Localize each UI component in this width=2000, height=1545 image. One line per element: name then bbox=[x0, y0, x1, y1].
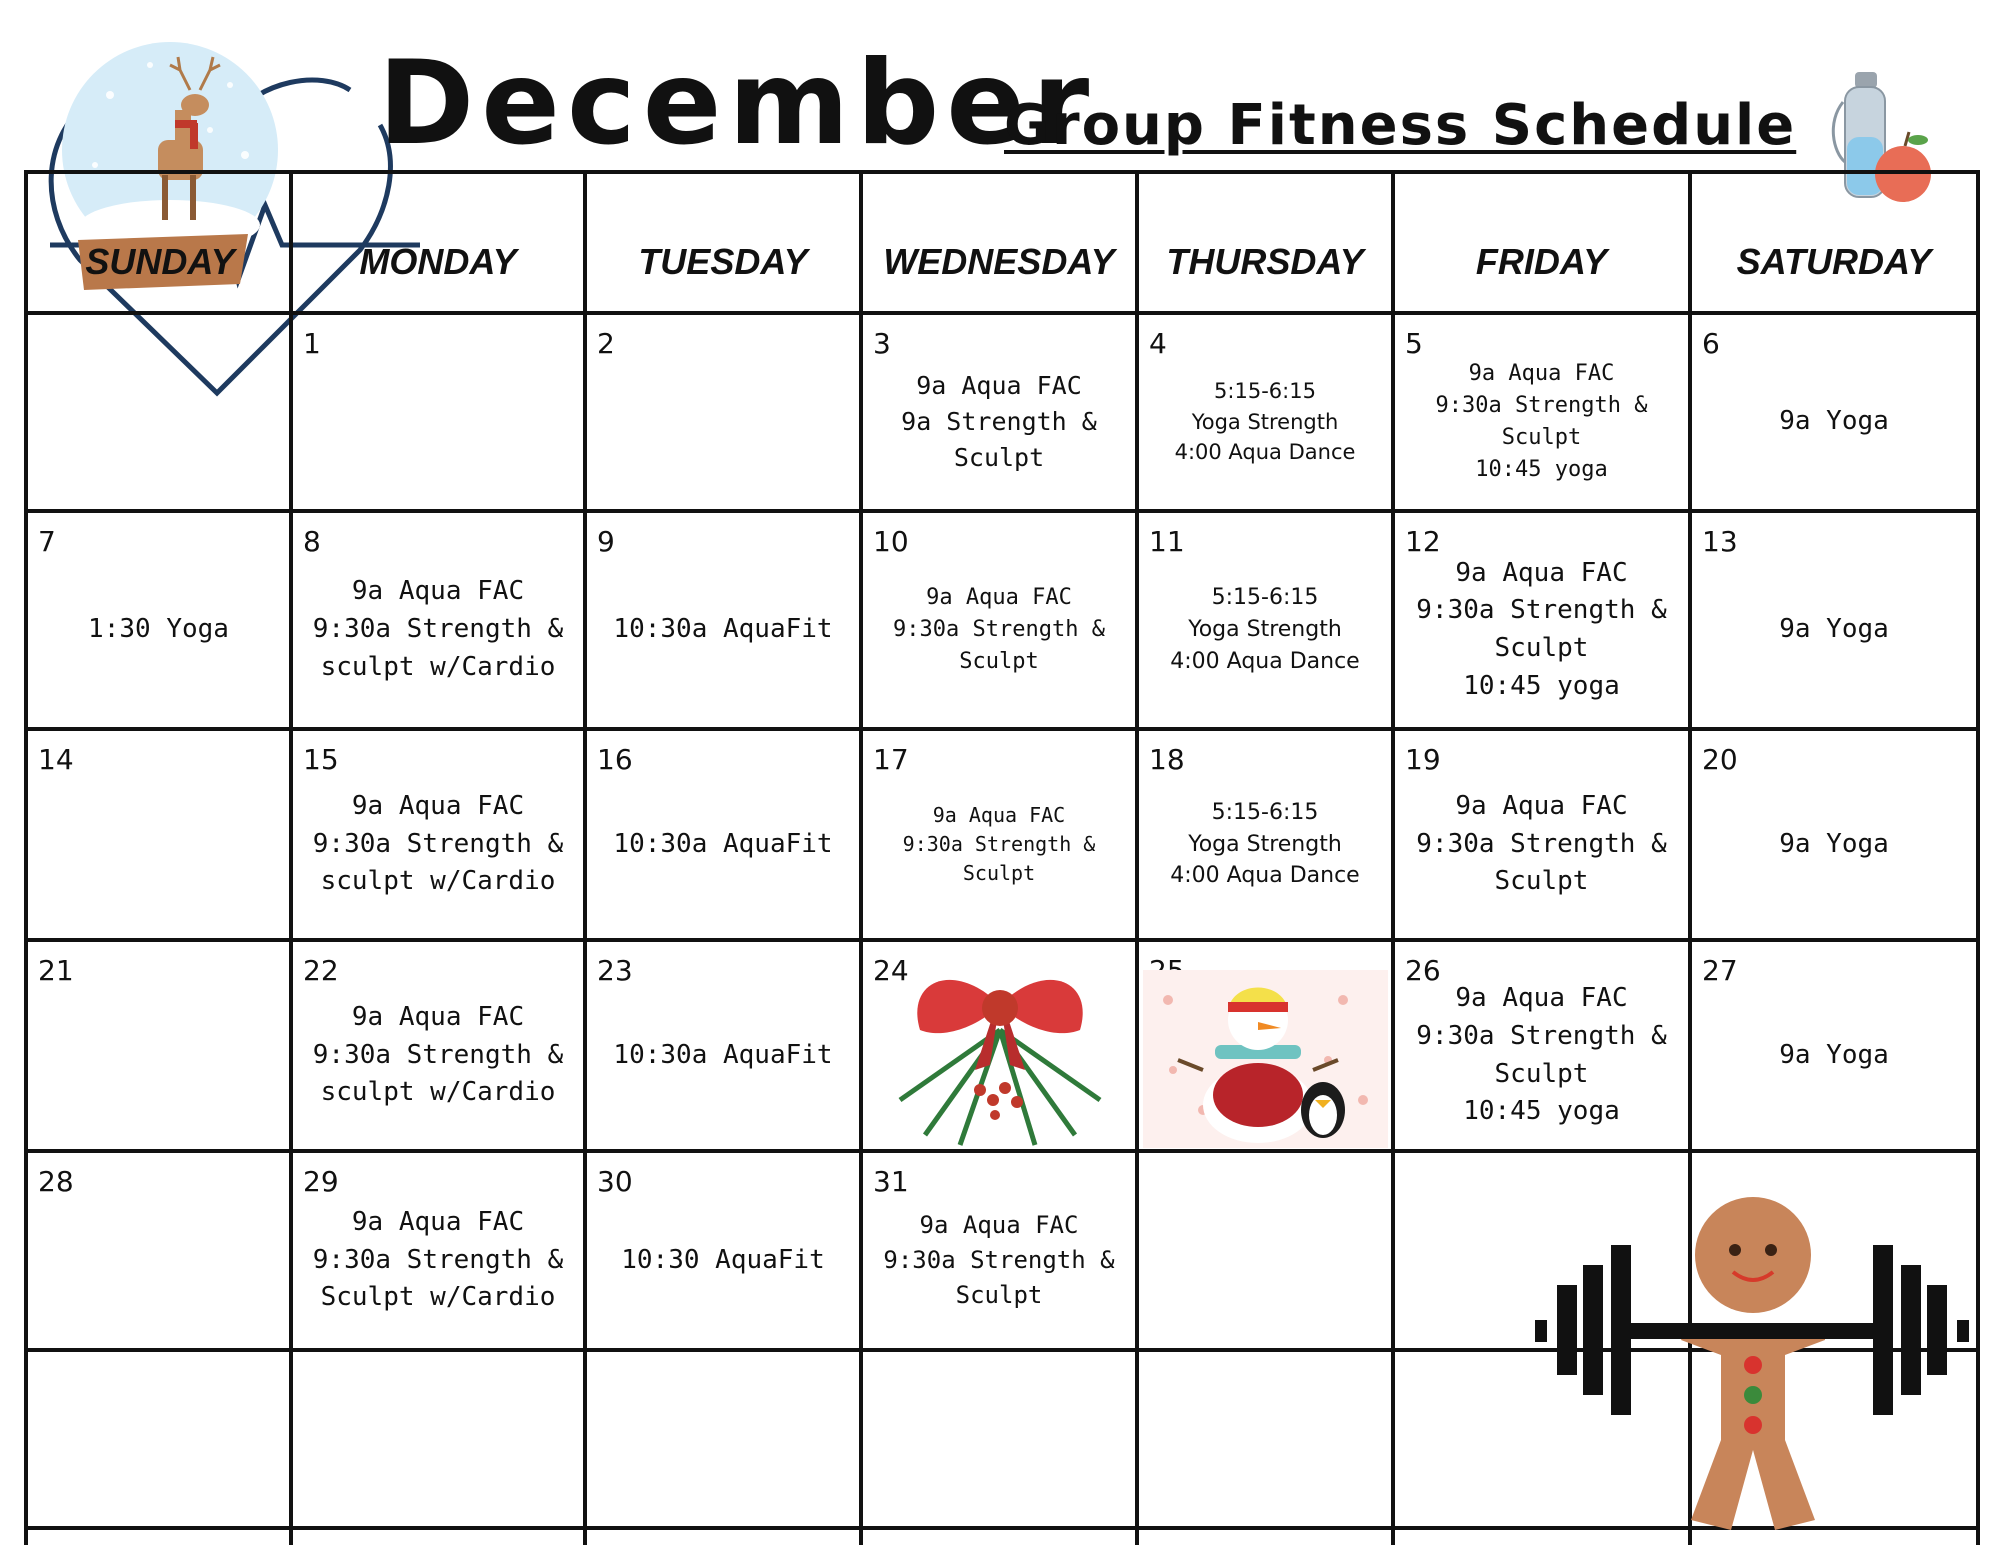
class-entry: 9:30a Strength & bbox=[1416, 1020, 1667, 1051]
weekday-tuesday: TUESDAY bbox=[638, 241, 808, 282]
day-cell bbox=[585, 511, 861, 729]
day-number: 7 bbox=[38, 525, 56, 558]
class-entry: 9a Aqua FAC bbox=[351, 1206, 525, 1237]
class-entry: Sculpt bbox=[1501, 425, 1582, 450]
christmas-bow-icon bbox=[885, 960, 1115, 1150]
day-cell bbox=[1690, 511, 1978, 729]
day-cell bbox=[1690, 940, 1978, 1151]
day-number: 13 bbox=[1702, 525, 1738, 558]
class-entry: Sculpt bbox=[962, 861, 1036, 885]
class-entry: 9:30a Strength & bbox=[312, 1039, 564, 1070]
class-entry: 9a Yoga bbox=[1779, 828, 1889, 859]
class-entry: Yoga Strength bbox=[1188, 831, 1342, 857]
class-entry: 9a Aqua FAC bbox=[351, 1001, 525, 1032]
class-entry: 9a Yoga bbox=[1779, 614, 1889, 645]
day-cell bbox=[291, 511, 585, 729]
class-entry: sculpt w/Cardio bbox=[320, 1077, 556, 1108]
day-cell bbox=[26, 511, 291, 729]
day-cell bbox=[861, 313, 1137, 511]
class-list bbox=[861, 759, 1137, 930]
class-list bbox=[861, 1181, 1137, 1340]
day-number: 6 bbox=[1702, 327, 1720, 360]
day-cell bbox=[585, 1151, 861, 1350]
month-title: December bbox=[378, 36, 1097, 171]
snowman-penguin-icon bbox=[1143, 960, 1388, 1150]
class-entry: 9:30a Strength & bbox=[312, 614, 564, 645]
class-entry: Sculpt bbox=[1494, 1058, 1589, 1089]
class-entry: 9a Aqua FAC bbox=[351, 576, 525, 607]
class-list bbox=[1690, 970, 1978, 1141]
class-entry: 10:45 yoga bbox=[1463, 670, 1620, 701]
class-entry: Sculpt bbox=[959, 648, 1039, 674]
class-entry: 10:30a AquaFit bbox=[613, 828, 833, 859]
weekday-wednesday: WEDNESDAY bbox=[883, 241, 1115, 282]
day-number: 16 bbox=[597, 743, 633, 776]
class-list bbox=[1137, 759, 1393, 930]
class-list bbox=[1393, 970, 1690, 1141]
schedule-subtitle: Group Fitness Schedule bbox=[1004, 93, 1797, 158]
class-entry: Sculpt bbox=[953, 443, 1045, 473]
class-entry: 9a Aqua FAC bbox=[916, 370, 1082, 400]
day-cell bbox=[861, 1151, 1137, 1350]
class-entry: 9:30a Strength & bbox=[1435, 393, 1648, 419]
class-entry: sculpt w/Cardio bbox=[320, 866, 556, 897]
day-number: 20 bbox=[1702, 743, 1738, 776]
day-cell bbox=[26, 1151, 291, 1350]
class-entry: 9a Aqua FAC bbox=[932, 803, 1066, 827]
class-entry: 9a Aqua FAC bbox=[1455, 983, 1628, 1014]
day-number: 29 bbox=[303, 1165, 339, 1198]
class-entry: 9a Aqua FAC bbox=[919, 1211, 1079, 1240]
class-entry: 10:45 yoga bbox=[1475, 456, 1608, 482]
day-cell bbox=[291, 940, 585, 1151]
day-cell bbox=[1393, 511, 1690, 729]
class-entry: Yoga Strength bbox=[1188, 617, 1342, 643]
class-list bbox=[1690, 541, 1978, 719]
day-cell bbox=[861, 729, 1137, 940]
class-entry: 9a Aqua FAC bbox=[1455, 790, 1628, 821]
class-entry: 4:00 Aqua Dance bbox=[1174, 440, 1356, 465]
day-number: 14 bbox=[38, 743, 74, 776]
day-cell bbox=[861, 511, 1137, 729]
class-entry: 9:30a Strength & bbox=[312, 828, 564, 859]
day-cell bbox=[585, 940, 861, 1151]
class-list bbox=[291, 541, 585, 719]
day-cell bbox=[26, 940, 291, 1151]
class-entry: 9:30a Strength & bbox=[1416, 828, 1667, 859]
day-cell bbox=[1393, 729, 1690, 940]
day-number: 21 bbox=[38, 954, 74, 987]
class-list bbox=[585, 759, 861, 930]
class-entry: 4:00 Aqua Dance bbox=[1170, 863, 1360, 889]
day-number: 2 bbox=[597, 327, 615, 360]
class-entry: 9a Strength & bbox=[901, 406, 1097, 436]
weekday-friday: FRIDAY bbox=[1475, 241, 1608, 282]
day-number: 1 bbox=[303, 327, 321, 360]
class-entry: 9:30a Strength & bbox=[883, 1246, 1115, 1275]
weekday-monday: MONDAY bbox=[359, 241, 517, 282]
class-entry: 10:30 AquaFit bbox=[621, 1244, 825, 1275]
class-entry: 5:15-6:15 bbox=[1214, 379, 1316, 404]
class-list bbox=[291, 970, 585, 1141]
day-cell bbox=[585, 313, 861, 511]
day-number: 30 bbox=[597, 1165, 633, 1198]
class-list bbox=[1393, 759, 1690, 930]
class-list bbox=[861, 541, 1137, 719]
class-entry: 9a Aqua FAC bbox=[926, 585, 1072, 611]
class-entry: 9:30a Strength & bbox=[893, 617, 1105, 643]
class-entry: Sculpt bbox=[1494, 866, 1589, 897]
class-list bbox=[1137, 541, 1393, 719]
class-entry: 1:30 Yoga bbox=[88, 614, 229, 645]
class-entry: 10:30a AquaFit bbox=[613, 614, 833, 645]
day-number: 22 bbox=[303, 954, 339, 987]
day-number: 23 bbox=[597, 954, 633, 987]
class-list bbox=[291, 759, 585, 930]
class-entry: 5:15-6:15 bbox=[1211, 799, 1319, 825]
class-entry: 10:45 yoga bbox=[1463, 1096, 1620, 1127]
day-number: 18 bbox=[1149, 743, 1185, 776]
class-list bbox=[585, 1181, 861, 1340]
day-number: 31 bbox=[873, 1165, 909, 1198]
class-entry: Sculpt bbox=[955, 1280, 1043, 1309]
day-number: 10 bbox=[873, 525, 909, 558]
day-cell bbox=[291, 313, 585, 511]
day-cell bbox=[291, 729, 585, 940]
day-cell bbox=[1137, 729, 1393, 940]
day-number: 11 bbox=[1149, 525, 1185, 558]
class-list bbox=[585, 541, 861, 719]
day-number: 4 bbox=[1149, 327, 1167, 360]
class-list bbox=[1690, 759, 1978, 930]
class-list bbox=[1393, 343, 1690, 501]
weekday-sunday: SUNDAY bbox=[85, 241, 235, 282]
class-list bbox=[1690, 343, 1978, 501]
day-number: 27 bbox=[1702, 954, 1738, 987]
class-list bbox=[861, 343, 1137, 501]
class-entry: 4:00 Aqua Dance bbox=[1170, 648, 1360, 674]
class-entry: Sculpt w/Cardio bbox=[320, 1282, 556, 1313]
day-number: 28 bbox=[38, 1165, 74, 1198]
day-number: 8 bbox=[303, 525, 321, 558]
day-cell bbox=[1690, 313, 1978, 511]
day-cell bbox=[1690, 729, 1978, 940]
day-cell bbox=[1393, 940, 1690, 1151]
class-entry: 10:30a AquaFit bbox=[613, 1039, 833, 1070]
class-list bbox=[585, 970, 861, 1141]
class-entry: 9:30a Strength & bbox=[902, 832, 1096, 856]
class-list bbox=[1137, 343, 1393, 501]
day-number: 26 bbox=[1405, 954, 1441, 987]
class-entry: 9a Aqua FAC bbox=[351, 790, 525, 821]
class-list bbox=[1393, 541, 1690, 719]
day-number: 9 bbox=[597, 525, 615, 558]
class-entry: 5:15-6:15 bbox=[1211, 585, 1319, 611]
day-number: 24 bbox=[873, 954, 909, 987]
day-number: 17 bbox=[873, 743, 909, 776]
gingerbread-barbell-icon bbox=[1535, 1190, 1975, 1530]
class-entry: 9a Aqua FAC bbox=[1468, 361, 1615, 387]
weekday-saturday: SATURDAY bbox=[1736, 241, 1932, 282]
day-number: 3 bbox=[873, 327, 891, 360]
class-entry: 9a Aqua FAC bbox=[1455, 557, 1628, 588]
class-entry: Yoga Strength bbox=[1191, 409, 1339, 434]
day-number: 15 bbox=[303, 743, 339, 776]
day-number: 19 bbox=[1405, 743, 1441, 776]
class-list bbox=[26, 541, 291, 719]
day-cell bbox=[1393, 313, 1690, 511]
class-entry: sculpt w/Cardio bbox=[320, 651, 556, 682]
day-number: 12 bbox=[1405, 525, 1441, 558]
day-cell bbox=[1137, 511, 1393, 729]
day-cell bbox=[1137, 313, 1393, 511]
day-cell bbox=[291, 1151, 585, 1350]
day-number: 5 bbox=[1405, 327, 1423, 360]
class-entry: 9a Yoga bbox=[1779, 1039, 1889, 1070]
day-cell bbox=[585, 729, 861, 940]
class-entry: 9:30a Strength & bbox=[1416, 595, 1667, 626]
weekday-thursday: THURSDAY bbox=[1166, 241, 1364, 282]
class-entry: 9:30a Strength & bbox=[312, 1244, 564, 1275]
class-list bbox=[291, 1181, 585, 1340]
class-entry: Sculpt bbox=[1494, 633, 1589, 663]
day-cell bbox=[26, 729, 291, 940]
class-entry: 9a Yoga bbox=[1779, 406, 1889, 437]
